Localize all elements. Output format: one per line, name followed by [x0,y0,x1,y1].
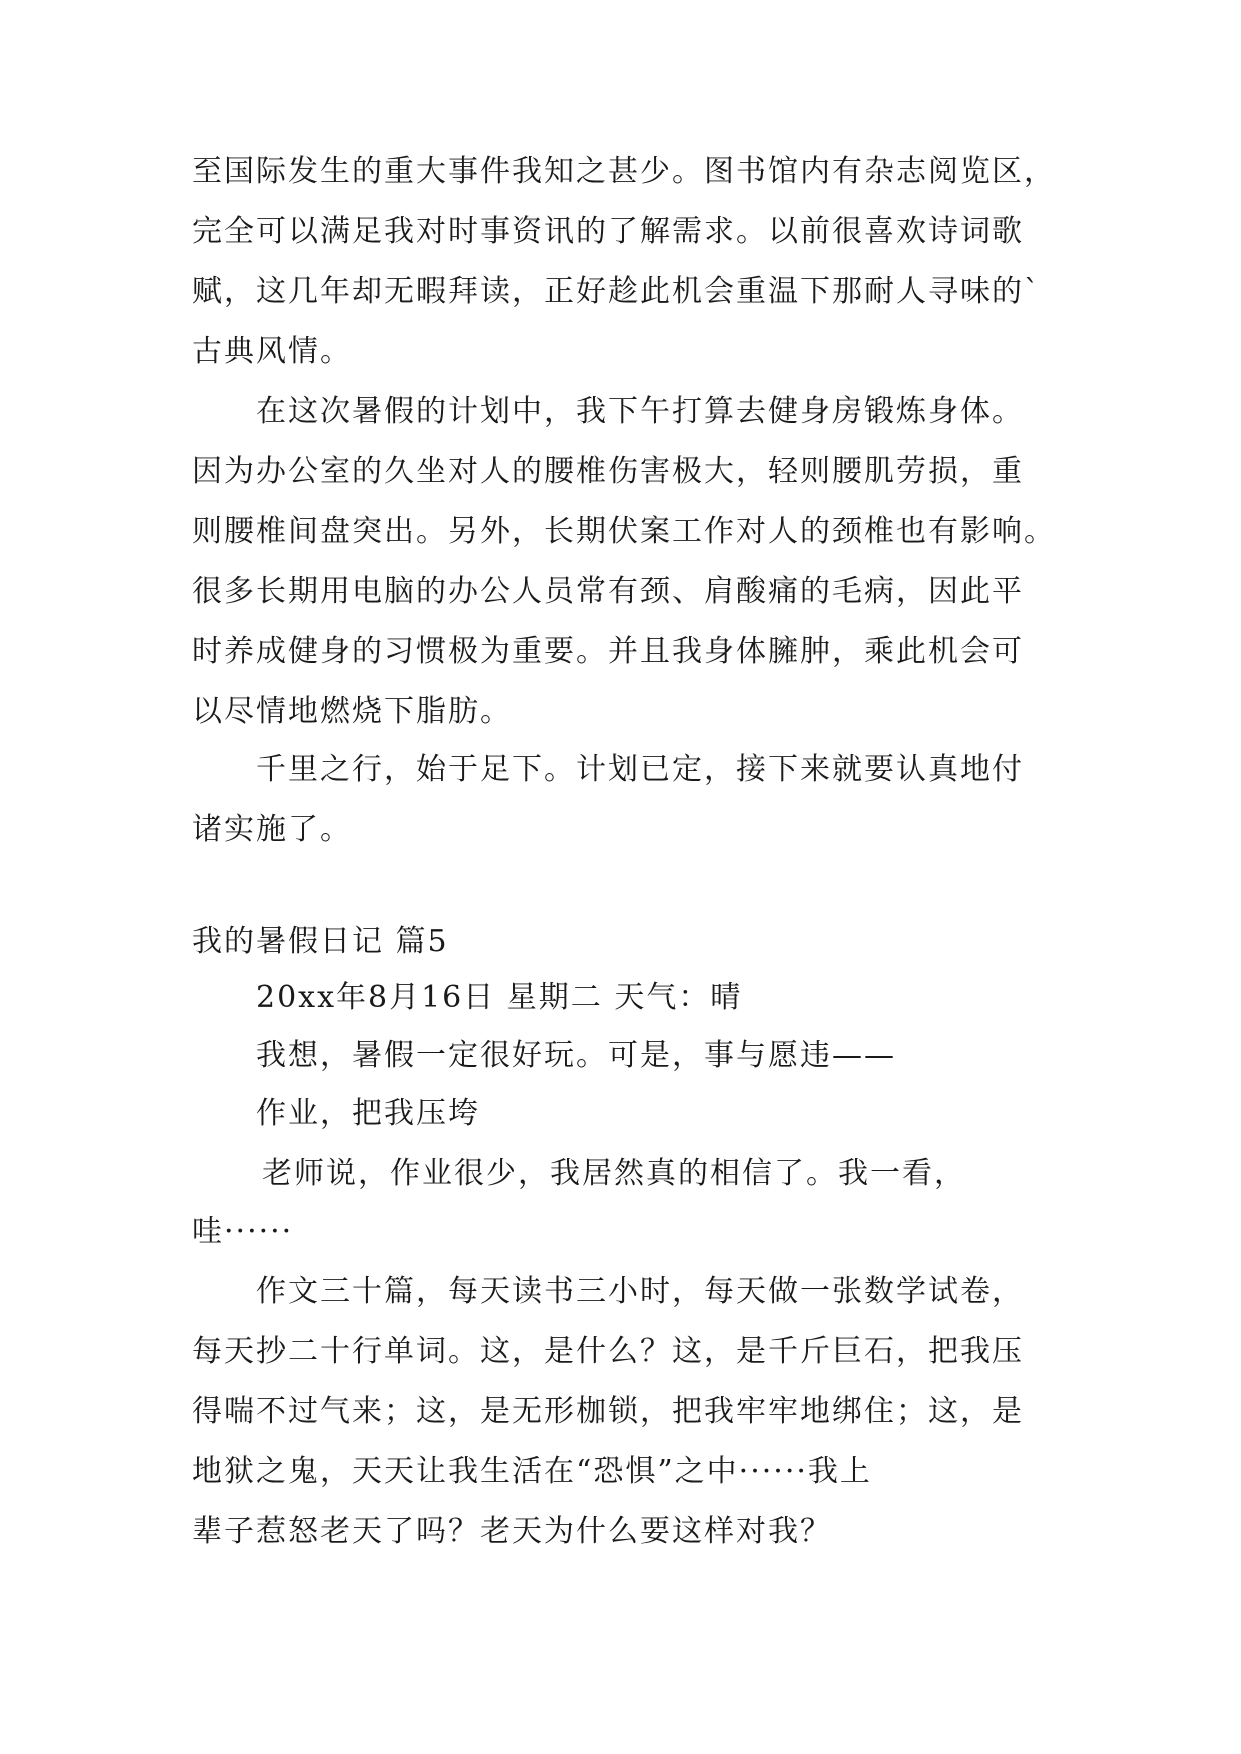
paragraph-line: 很多长期用电脑的办公人员常有颈、肩酸痛的毛病，因此平 [192,574,1024,609]
paragraph-line: 辈子惹怒老天了吗？老天为什么要这样对我？ [192,1514,832,1549]
paragraph-line: 老师说，作业很少，我居然真的相信了。我一看， [262,1156,966,1191]
paragraph-line: 作文三十篇，每天读书三小时，每天做一张数学试卷， [256,1274,1024,1309]
paragraph-line: 在这次暑假的计划中，我下午打算去健身房锻炼身体。 [256,394,1024,429]
paragraph-line: 时养成健身的习惯极为重要。并且我身体臃肿，乘此机会可 [192,634,1024,669]
paragraph-line: 千里之行，始于足下。计划已定，接下来就要认真地付 [256,752,1024,787]
section-heading: 我的暑假日记 篇5 [192,924,449,959]
paragraph-line: 地狱之鬼，天天让我生活在“恐惧”之中······我上 [192,1454,872,1489]
paragraph-line: 至国际发生的重大事件我知之甚少。图书馆内有杂志阅览区， [192,154,1056,189]
paragraph-line: 因为办公室的久坐对人的腰椎伤害极大，轻则腰肌劳损，重 [192,454,1024,489]
paragraph-line: 诸实施了。 [192,812,352,847]
paragraph-line: 赋，这几年却无暇拜读，正好趁此机会重温下那耐人寻味的` [192,274,1041,309]
paragraph-line: 哇······ [192,1214,294,1249]
paragraph-line: 则腰椎间盘突出。另外，长期伏案工作对人的颈椎也有影响。 [192,514,1056,549]
paragraph-line: 每天抄二十行单词。这，是什么？这，是千斤巨石，把我压 [192,1334,1024,1369]
paragraph-line: 作业，把我压垮 [256,1096,480,1131]
paragraph-line: 古典风情。 [192,334,352,369]
paragraph-line: 我想，暑假一定很好玩。可是，事与愿违—— [256,1038,896,1073]
diary-date-line: 20xx年8月16日 星期二 天气：晴 [256,980,743,1015]
paragraph-line: 得喘不过气来；这，是无形枷锁，把我牢牢地绑住；这，是 [192,1394,1024,1429]
paragraph-line: 以尽情地燃烧下脂肪。 [192,694,512,729]
paragraph-line: 完全可以满足我对时事资讯的了解需求。以前很喜欢诗词歌 [192,214,1024,249]
